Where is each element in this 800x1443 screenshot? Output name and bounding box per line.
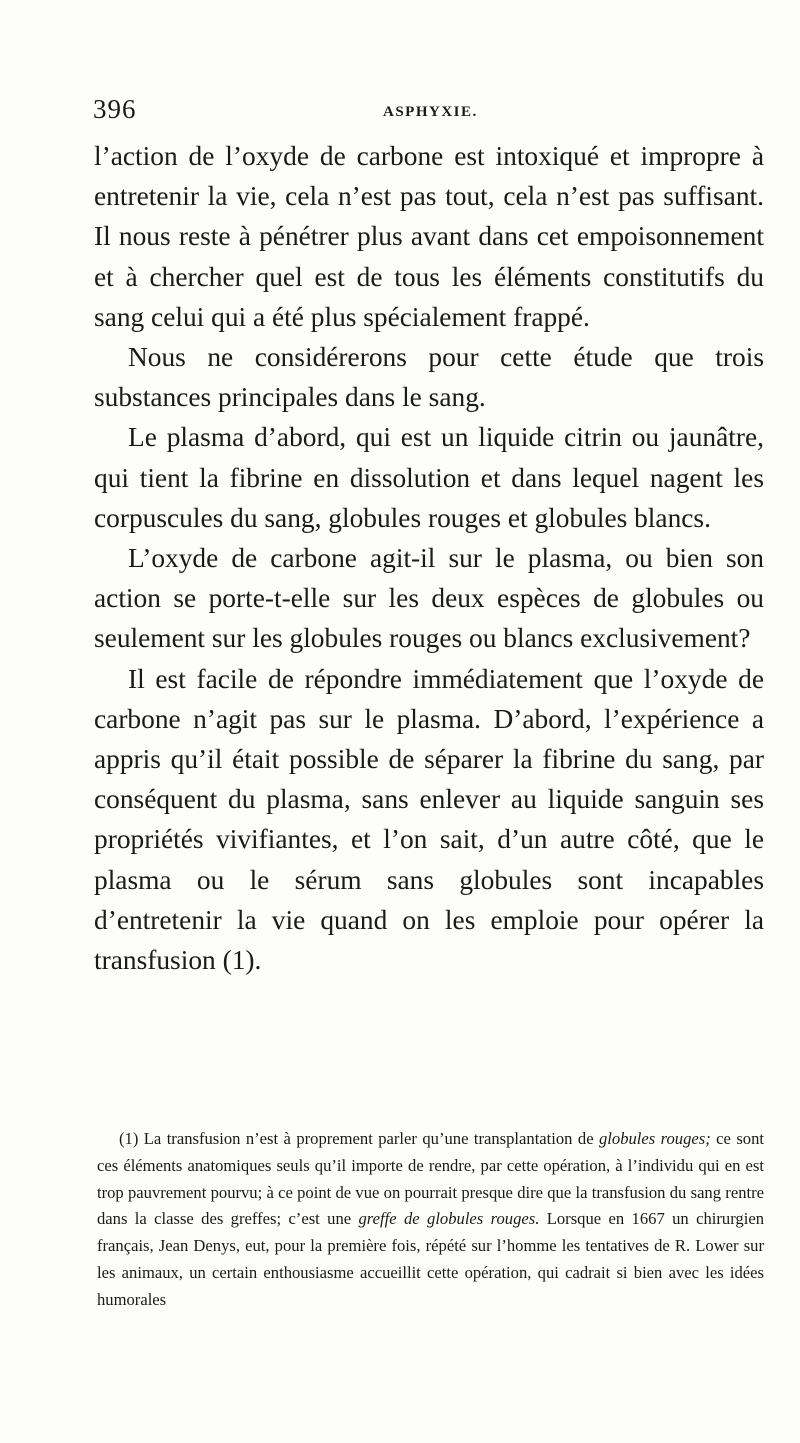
page-header bbox=[93, 94, 763, 134]
footnote-italic-text: greffe de globules rouges. bbox=[358, 1209, 540, 1229]
footnote-text-part: Lorsque en 1667 un chirurgien français, Jean Denys, eut, pour la première fois, répété sur l’homme les tentatives de R. Lower sur les animaux, un certain enthousiasme accueillit cette opération, qui cadrait si bien avec les idées humorales bbox=[97, 1209, 765, 1309]
footnote bbox=[97, 1126, 764, 1314]
paragraph: Il est facile de répondre immédiatement que l’oxyde de carbone n’agit pas sur le plasma. D’abord, l’expérience a appris qu’il était possible de séparer la fibrine du sang, par conséquent du plasma, sans enlever au liquide sanguin ses propriétés vivifiantes, et l’on sait, d’un autre côté, que le plasma ou le sérum sans globules sont incapables d’entretenir la vie quand on les emploie pour opérer la transfusion (1). bbox=[94, 663, 764, 976]
footnote-text-part: ce sont ces éléments anatomiques seuls qu’il importe de rendre, par cette opération, à l’individu qui en est trop pauvrement pourvu; à ce point de vue on pourrait presque dire que la transfusion du sang rentre dans la classe des greffes; c’est une bbox=[97, 1129, 764, 1229]
paragraph: Le plasma d’abord, qui est un liquide citrin ou jaunâtre, qui tient la fibrine en dissolution et dans lequel nagent les corpuscules du sang, globules rouges et globules blancs. bbox=[94, 422, 764, 533]
footnote-italic-text: globules rouges; bbox=[599, 1129, 711, 1148]
page-number: 396 bbox=[93, 94, 137, 124]
footnote-text-part: (1) La transfusion n’est à proprement parler qu’une transplantation de bbox=[119, 1129, 599, 1148]
paragraph: Nous ne considérerons pour cette étude que trois substances principales dans le sang. bbox=[94, 342, 764, 413]
paragraph: L’oxyde de carbone agit-il sur le plasma, ou bien son action se porte-t-elle sur les deux espèces de globules ou seulement sur les globules rouges ou blancs exclusivement? bbox=[94, 543, 764, 654]
paragraph: l’action de l’oxyde de carbone est intoxiqué et impropre à entretenir la vie, cela n’est pas tout, cela n’est pas suffisant. Il nous reste à pénétrer plus avant dans cet empoisonnement et à chercher quel est de tous les éléments constitutifs du sang celui qui a été plus spécialement frappé. bbox=[94, 141, 764, 332]
running-head: ASPHYXIE. bbox=[383, 104, 478, 120]
footnote-text bbox=[97, 1126, 764, 1314]
main-text bbox=[94, 136, 764, 980]
